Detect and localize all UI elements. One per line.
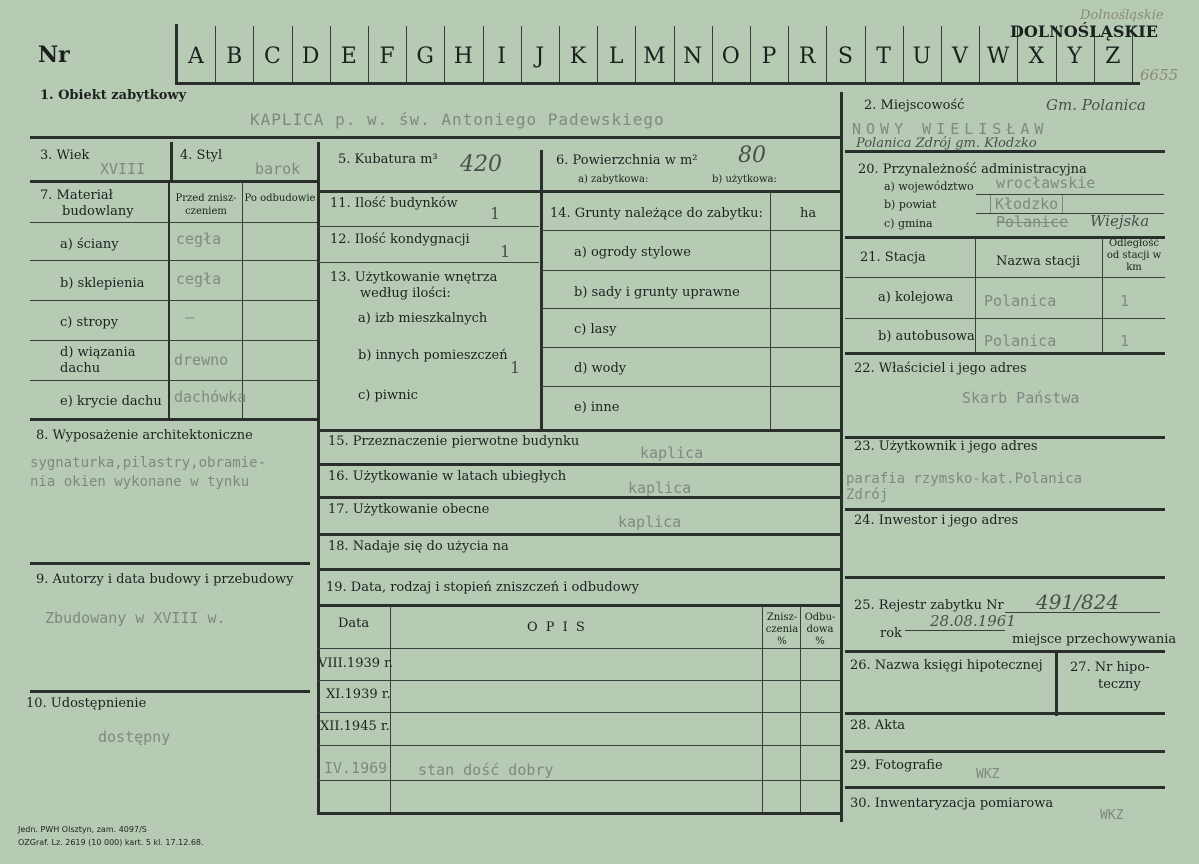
- mat-row-d-label: d) wiązania dachu: [60, 345, 136, 376]
- rejestr-rule: [1005, 612, 1160, 613]
- divider-middle-left: [317, 142, 320, 815]
- grunty-rule: [540, 386, 842, 387]
- label-uzytkownik: 23. Użytkownik i jego adres: [854, 439, 1038, 454]
- t19-head-opis: O P I S: [527, 620, 587, 635]
- label-powiat: b) powiat: [884, 198, 937, 211]
- mat-row-c-value: –: [185, 308, 195, 326]
- index-letter-n: N: [682, 44, 703, 69]
- label-rejestr: 25. Rejestr zabytku Nr: [854, 598, 1004, 613]
- label-grunty: 14. Grunty należące do zabytku:: [550, 206, 763, 221]
- label-przeznaczenie: 15. Przeznaczenie pierwotne budynku: [328, 434, 580, 449]
- value-uzytkownik-2: Zdrój: [846, 487, 889, 503]
- index-letter-e: E: [340, 44, 357, 69]
- rule-before-udostepnienie: [30, 690, 310, 693]
- t19-head-zniszczenia: Znisz- czenia %: [765, 612, 799, 647]
- value-kubatura: 420: [460, 152, 502, 177]
- t19-rule: [317, 712, 842, 713]
- grunty-row-e: e) inne: [574, 400, 620, 415]
- label-udostepnienie: 10. Udostępnienie: [26, 696, 147, 711]
- mat-rule: [30, 300, 318, 301]
- value-przeznaczenie: kaplica: [640, 444, 704, 462]
- value-gmina: Polanice: [996, 213, 1069, 231]
- t21-row-2-dist: 1: [1120, 332, 1130, 350]
- mid-rule: [317, 226, 539, 227]
- label-miejsce: miejsce przechowywania: [1012, 632, 1177, 647]
- t19-rule: [317, 648, 842, 649]
- t21-col-1: [975, 238, 976, 354]
- label-styl: 4. Styl: [180, 148, 223, 163]
- rule-after-material: [30, 418, 320, 421]
- value-obiekt: KAPLICA p. w. św. Antoniego Padewskiego: [250, 110, 665, 129]
- rule-before-18: [317, 533, 842, 536]
- uzytk-row-b-value: 1: [510, 358, 521, 377]
- grunty-row-b: b) sady i grunty uprawne: [574, 285, 740, 300]
- divider-26-27: [1055, 652, 1058, 716]
- label-ksiega: 26. Nazwa księgi hipotecznej: [850, 658, 1043, 673]
- label-uzytkowanie-2: według ilości:: [360, 286, 451, 301]
- mat-row-e-label: e) krycie dachu: [60, 394, 162, 409]
- divider-right: [840, 92, 843, 822]
- value-autorzy: Zbudowany w XVIII w.: [45, 609, 226, 627]
- header-divider: [175, 24, 178, 84]
- t21-head-dist: Odległość od stacji w km: [1106, 238, 1162, 273]
- index-letter-a: A: [188, 44, 204, 69]
- index-letter-i: I: [497, 44, 506, 69]
- label-rok: rok: [880, 626, 902, 641]
- mat-row-b-value: cegła: [176, 270, 222, 288]
- uzytk-row-a: a) izb mieszkalnych: [358, 311, 488, 326]
- label-powierzchnia: 6. Powierzchnia w m²: [556, 153, 698, 168]
- label-obiekt: 1. Obiekt zabytkowy: [40, 88, 187, 103]
- index-letter-b: B: [226, 44, 243, 69]
- value-miejscowosc: NOWY WIELISŁAW: [852, 120, 1049, 138]
- mat-row-c-label: c) stropy: [60, 315, 119, 330]
- value-uzytkownik-1: parafia rzymsko-kat.Polanica: [846, 471, 1083, 487]
- value-wlasciciel: Skarb Państwa: [962, 389, 1080, 407]
- value-inwentaryzacja: WKZ: [1100, 808, 1124, 823]
- index-letter-u: U: [912, 44, 932, 69]
- label-uzytkowanie-1: 13. Użytkowanie wnętrza: [330, 270, 498, 285]
- grunty-row-c: c) lasy: [574, 322, 617, 337]
- label-uzytkowanie-ubiegle: 16. Użytkowanie w latach ubiegłych: [328, 469, 567, 484]
- label-nr-hipo-1: 27. Nr hipo-: [1070, 660, 1150, 675]
- rule-table19-top: [317, 604, 842, 607]
- uzytk-row-b: b) innych pomieszczeń: [358, 348, 508, 363]
- label-material-1: 7. Materiał: [40, 188, 113, 203]
- value-wyposazenie-2: nia okien wykonane w tynku: [30, 474, 250, 490]
- mat-header-rule: [30, 222, 318, 223]
- value-styl: barok: [255, 160, 301, 178]
- mat-rule: [30, 380, 318, 381]
- mid-rule: [317, 262, 539, 263]
- index-letter-j: J: [535, 44, 545, 69]
- grunty-rule: [540, 347, 842, 348]
- label-fotografie: 29. Fotografie: [850, 758, 943, 773]
- value-fotografie: WKZ: [976, 767, 1000, 782]
- grunty-rule: [540, 270, 842, 271]
- rule-after-kubatura: [317, 190, 842, 193]
- grunty-row-d: d) wody: [574, 361, 627, 376]
- rule-before-24: [845, 508, 1165, 511]
- value-ilosc-kondygnacji: 1: [500, 242, 511, 261]
- t19-rule: [317, 745, 842, 746]
- mat-row-a-value: cegła: [176, 230, 222, 248]
- mat-rule: [30, 260, 318, 261]
- t21-row-1-dist: 1: [1120, 292, 1130, 310]
- label-stacja: 21. Stacja: [860, 250, 926, 265]
- rule-before-25: [845, 576, 1165, 579]
- t19-head-odbudowa: Odbu- dowa %: [804, 612, 836, 647]
- t19-date-1: VIII.1939 r.: [318, 656, 394, 671]
- index-letter-z: Z: [1105, 44, 1121, 69]
- divider-mat-1: [168, 183, 170, 419]
- value-uzytkowanie-ubiegle: kaplica: [628, 479, 692, 497]
- rule-26-bottom: [845, 712, 1057, 715]
- t21-row-1-name: Polanica: [984, 292, 1057, 310]
- t21-row-2-name: Polanica: [984, 332, 1057, 350]
- value-udostepnienie: dostępny: [98, 728, 171, 746]
- value-powiat: Kłodzko: [990, 194, 1063, 214]
- index-letter-c: C: [263, 44, 281, 69]
- index-letter-l: L: [608, 44, 624, 69]
- index-letter-y: Y: [1067, 44, 1082, 69]
- label-miejscowosc: 2. Miejscowość: [864, 98, 965, 113]
- label-inwestor: 24. Inwestor i jego adres: [854, 513, 1019, 528]
- rule-t19-bottom: [317, 812, 842, 815]
- region-label: DOLNOŚLĄSKIE: [1010, 22, 1158, 41]
- rule-before-15: [317, 429, 842, 432]
- index-letter-o: O: [721, 44, 740, 69]
- label-inwentaryzacja: 30. Inwentaryzacja pomiarowa: [850, 796, 1054, 811]
- grunty-row-a: a) ogrody stylowe: [574, 245, 691, 260]
- miejscowosc-handwritten-1: Gm. Polanica: [1046, 96, 1146, 114]
- t19-col-1: [390, 606, 391, 814]
- miejscowosc-handwritten-2: Polanica Zdrój gm. Kłodzko: [856, 136, 1037, 151]
- label-wlasciciel: 22. Właściciel i jego adres: [854, 361, 1027, 376]
- index-letter-m: M: [643, 44, 666, 69]
- footer-line-1: Jedn. PWH Olsztyn, zam. 4097/S: [18, 825, 147, 834]
- rule-before-29: [845, 750, 1165, 753]
- index-letter-p: P: [761, 44, 777, 69]
- card-code: 6655: [1140, 66, 1179, 84]
- value-ilosc-budynkow: 1: [490, 204, 501, 223]
- grunty-rule: [540, 230, 842, 231]
- mat-row-d-value: drewno: [174, 351, 229, 369]
- rule-before-17: [317, 496, 842, 499]
- index-letter-d: D: [301, 44, 320, 69]
- value-uzytkowanie-obecne: kaplica: [618, 513, 682, 531]
- region-handwritten: Dolnośląskie: [1080, 8, 1164, 23]
- divider-kub-pow: [540, 150, 543, 190]
- divider-mat-2: [242, 183, 243, 419]
- value-powierzchnia: 80: [738, 143, 766, 168]
- rule-before-20: [845, 150, 1165, 153]
- nr-label: Nr: [38, 42, 70, 68]
- t21-row-2-label: b) autobusowa: [878, 329, 975, 344]
- label-autorzy: 9. Autorzy i data budowy i przebudowy: [36, 572, 294, 587]
- t19-rule: [317, 680, 842, 681]
- label-przynaleznosc: 20. Przynależność administracyjna: [858, 162, 1087, 177]
- t19-date-3: XII.1945 r.: [320, 719, 390, 734]
- index-letter-t: T: [876, 44, 891, 69]
- col-after: Po odbudowie: [244, 193, 316, 204]
- uzytk-row-c: c) piwnic: [358, 388, 418, 403]
- label-wojewodztwo: a) województwo: [884, 180, 974, 193]
- rule-before-19: [317, 568, 842, 571]
- rule-top-left: [30, 136, 842, 139]
- t19-date-2: XI.1939 r.: [326, 687, 391, 702]
- admin-sub-rule: [976, 194, 1164, 195]
- value-wojewodztwo: wrocławskie: [996, 174, 1096, 192]
- label-zniszczenia: 19. Data, rodzaj i stopień zniszczeń i odbudowy: [326, 580, 640, 595]
- divider-mid-grunty: [540, 190, 543, 430]
- label-ilosc-budynkow: 11. Ilość budynków: [330, 196, 458, 211]
- index-letter-h: H: [453, 44, 473, 69]
- label-nadaje-sie: 18. Nadaje się do użycia na: [328, 539, 509, 554]
- label-pow-b: b) użytkowa:: [712, 174, 777, 185]
- rule-before-26: [845, 650, 1165, 653]
- index-letter-s: S: [837, 44, 853, 69]
- index-letter-r: R: [798, 44, 816, 69]
- label-wiek: 3. Wiek: [40, 148, 90, 163]
- index-letter-f: F: [379, 44, 395, 69]
- index-letter-x: X: [1028, 44, 1045, 69]
- t19-date-4: IV.1969: [324, 759, 388, 777]
- label-ha: ha: [800, 206, 817, 221]
- t21-row-1-label: a) kolejowa: [878, 290, 954, 305]
- rule-before-22: [845, 352, 1165, 355]
- index-letter-k: K: [569, 44, 587, 69]
- rule-before-autorzy: [30, 562, 310, 565]
- index-letter-w: W: [986, 44, 1010, 69]
- index-letter-v: V: [952, 44, 968, 69]
- rule-after-wiek: [30, 180, 320, 183]
- label-nr-hipo-2: teczny: [1098, 677, 1141, 692]
- header-bottom-rule: [175, 82, 1140, 85]
- rejestr-rule: [905, 630, 1005, 631]
- t21-col-2: [1102, 238, 1103, 354]
- label-ilosc-kondygnacji: 12. Ilość kondygnacji: [330, 232, 470, 247]
- label-material-2: budowlany: [62, 204, 134, 219]
- grunty-rule: [540, 308, 842, 309]
- t19-rule: [317, 780, 842, 781]
- t21-head-name: Nazwa stacji: [996, 254, 1081, 269]
- rule-before-30: [845, 786, 1165, 789]
- divider-grunty-ha: [770, 192, 771, 430]
- value-rejestr: 491/824: [1036, 590, 1120, 614]
- index-letter-g: G: [416, 44, 434, 69]
- t21-rule: [845, 318, 1165, 319]
- footer-line-2: OZGraf. Lz. 2619 (10 000) kart. 5 kl. 17.12.68.: [18, 838, 204, 847]
- t19-head-data: Data: [338, 616, 370, 631]
- divider-wiek-styl: [170, 142, 173, 180]
- admin-sub-rule: [976, 213, 1164, 214]
- mat-row-a-label: a) ściany: [60, 237, 119, 252]
- value-rok: 28.08.1961: [930, 612, 1016, 630]
- value-wyposazenie-1: sygnaturka,pilastry,obramie-: [30, 455, 267, 471]
- mat-rule: [30, 340, 318, 341]
- label-gmina: c) gmina: [884, 217, 933, 230]
- gmina-handwritten: Wiejska: [1090, 212, 1150, 230]
- label-akta: 28. Akta: [850, 718, 906, 733]
- mat-row-b-label: b) sklepienia: [60, 276, 145, 291]
- label-uzytkowanie-obecne: 17. Użytkowanie obecne: [328, 502, 490, 517]
- value-wiek: XVIII: [100, 160, 146, 178]
- label-kubatura: 5. Kubatura m³: [338, 152, 438, 167]
- t19-opis-4: stan dość dobry: [418, 761, 554, 779]
- col-before: Przed znisz- czeniem: [175, 193, 237, 217]
- rule-before-16: [317, 463, 842, 466]
- label-wyposazenie: 8. Wyposażenie architektoniczne: [36, 428, 253, 443]
- label-pow-a: a) zabytkowa:: [578, 174, 649, 185]
- t21-rule: [845, 277, 1165, 278]
- rule-27-bottom: [1057, 712, 1165, 715]
- mat-row-e-value: dachówka: [174, 388, 247, 406]
